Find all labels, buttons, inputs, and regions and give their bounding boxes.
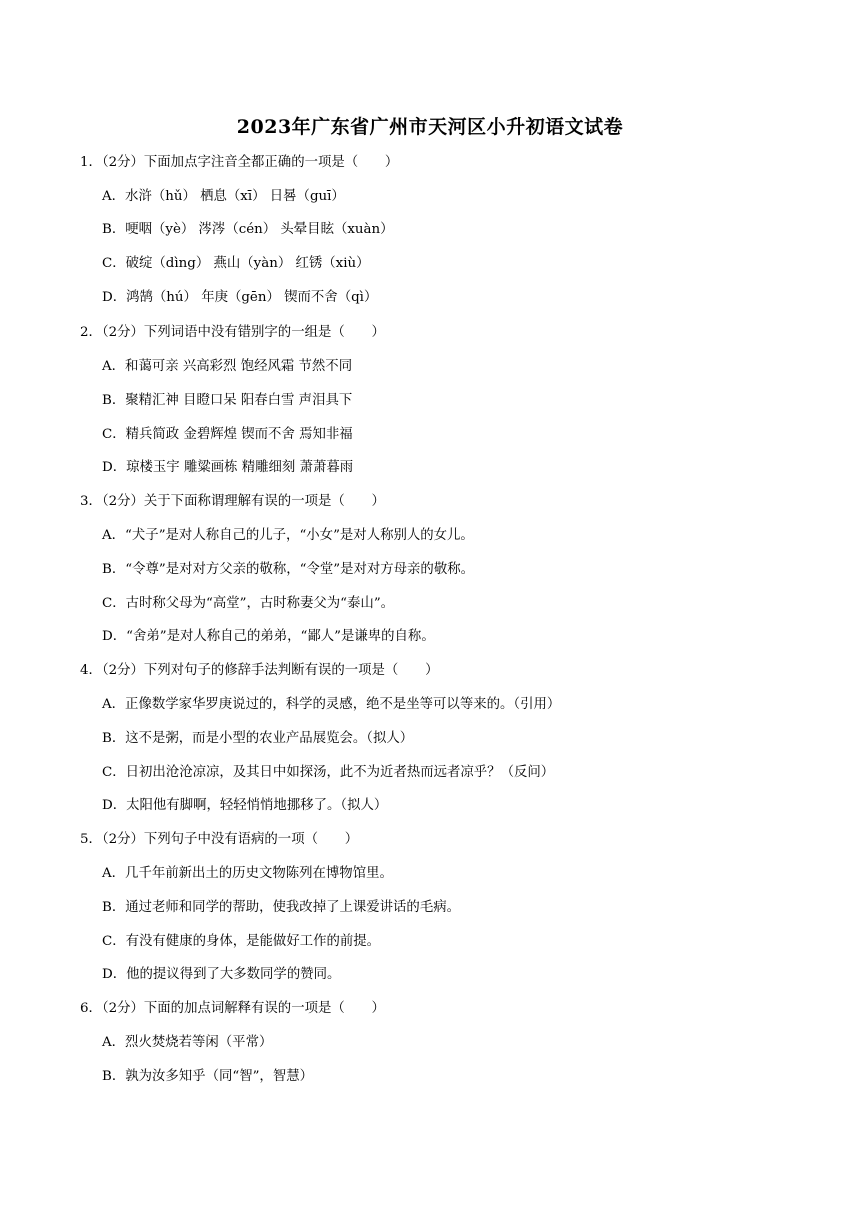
question-4-option-a: A．正像数学家华罗庚说过的，科学的灵感，绝不是坐等可以等来的。（引用）: [102, 697, 561, 712]
question-2-option-c: C．精兵简政 金碧辉煌 锲而不舍 焉知非福: [102, 427, 353, 442]
question-5-option-d: D．他的提议得到了大多数同学的赞同。: [102, 967, 341, 982]
question-1-option-b: B．哽咽（yè） 涔涔（cén） 头晕目眩（xuàn）: [102, 222, 394, 237]
question-3-option-c: C．古时称父母为“高堂”，古时称妻父为“泰山”。: [102, 596, 395, 611]
question-2-option-d: D．琼楼玉宇 雕粱画栋 精雕细刻 萧萧暮雨: [102, 460, 354, 475]
question-4-option-b: B．这不是粥，而是小型的农业产品展览会。（拟人）: [102, 731, 414, 746]
question-5-option-c: C．有没有健康的身体，是能做好工作的前提。: [102, 934, 381, 949]
question-1-option-a: A．水浒（hǔ） 栖息（xī） 日晷（guī）: [102, 189, 345, 204]
question-2-option-b: B．聚精汇神 目瞪口呆 阳春白雪 声泪具下: [102, 393, 353, 408]
question-5-option-a: A．几千年前新出土的历史文物陈列在博物馆里。: [102, 866, 393, 881]
question-5-stem: 5．（2分）下列句子中没有语病的一项（ ）: [80, 832, 359, 847]
question-3-stem: 3．（2分）关于下面称谓理解有误的一项是（ ）: [80, 494, 385, 509]
question-1-stem: 1．（2分）下面加点字注音全都正确的一项是（ ）: [80, 155, 399, 170]
question-3-option-d: D．“舍弟”是对人称自己的弟弟，“鄙人”是谦卑的自称。: [102, 629, 435, 644]
page-title: 2023年广东省广州市天河区小升初语文试卷: [236, 116, 624, 138]
question-4-option-d: D．太阳他有脚啊，轻轻悄悄地挪移了。（拟人）: [102, 798, 388, 813]
question-3-option-b: B．“令尊”是对对方父亲的敬称，“令堂”是对对方母亲的敬称。: [102, 562, 474, 577]
question-1-option-c: C．破绽（dìng） 燕山（yàn） 红锈（xiù）: [102, 256, 370, 271]
question-4-option-c: C．日初出沧沧凉凉，及其日中如探汤，此不为近者热而远者凉乎？（反问）: [102, 765, 555, 780]
question-6-option-a: A．烈火焚烧若等闲（平常）: [102, 1035, 273, 1050]
question-5-option-b: B．通过老师和同学的帮助，使我改掉了上课爱讲话的毛病。: [102, 900, 460, 915]
question-3-option-a: A．“犬子”是对人称自己的儿子，“小女”是对人称别人的女儿。: [102, 528, 474, 543]
question-2-option-a: A．和蔼可亲 兴高彩烈 饱经风霜 节然不同: [102, 359, 353, 374]
question-1-option-d: D．鸿鹄（hú） 年庚（gēn） 锲而不舍（qì）: [102, 290, 378, 305]
question-2-stem: 2．（2分）下列词语中没有错别字的一组是（ ）: [80, 325, 385, 340]
question-6-option-b: B．孰为汝多知乎（同“智”，智慧）: [102, 1069, 313, 1084]
question-4-stem: 4．（2分）下列对句子的修辞手法判断有误的一项是（ ）: [80, 663, 439, 678]
question-6-stem: 6．（2分）下面的加点词解释有误的一项是（ ）: [80, 1001, 385, 1016]
